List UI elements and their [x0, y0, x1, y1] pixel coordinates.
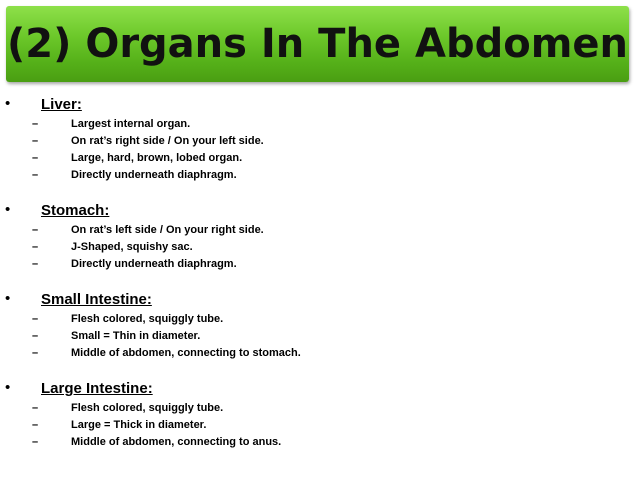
list-item — [0, 222, 638, 239]
section-stomach — [0, 200, 638, 273]
section-liver — [0, 94, 638, 184]
bullet-icon: • — [5, 379, 11, 396]
list-item — [0, 434, 638, 451]
list-item-text: Large, hard, brown, lobed organ. — [71, 152, 243, 164]
list-item — [0, 417, 638, 434]
bullet-icon: • — [5, 290, 11, 307]
section-heading: Stomach: — [41, 202, 110, 219]
list-item — [0, 311, 638, 328]
dash-icon: – — [32, 330, 39, 342]
dash-icon: – — [32, 118, 39, 130]
organ-list — [0, 94, 638, 451]
bullet-icon: • — [5, 201, 11, 218]
list-item — [0, 150, 638, 167]
list-item-text: Directly underneath diaphragm. — [71, 169, 237, 181]
list-item-text: J-Shaped, squishy sac. — [71, 241, 193, 253]
page-title: (2) Organs In The Abdomen — [7, 21, 628, 67]
section-small-intestine — [0, 289, 638, 362]
list-item — [0, 400, 638, 417]
list-item — [0, 328, 638, 345]
list-item-text: Flesh colored, squiggly tube. — [71, 402, 224, 414]
section-heading: Small Intestine: — [41, 291, 152, 308]
bullet-row — [0, 200, 638, 222]
bullet-row — [0, 289, 638, 311]
dash-icon: – — [32, 152, 39, 164]
dash-icon: – — [32, 241, 39, 253]
list-item-text: On rat’s right side / On your left side. — [71, 135, 264, 147]
list-item — [0, 256, 638, 273]
dash-icon: – — [32, 347, 39, 359]
section-spacer — [0, 273, 638, 289]
list-item — [0, 167, 638, 184]
list-item-text: Middle of abdomen, connecting to anus. — [71, 436, 282, 448]
dash-icon: – — [32, 169, 39, 181]
list-item-text: Flesh colored, squiggly tube. — [71, 313, 224, 325]
dash-icon: – — [32, 436, 39, 448]
list-item — [0, 116, 638, 133]
section-heading: Liver: — [41, 96, 82, 113]
list-item-text: Directly underneath diaphragm. — [71, 258, 237, 270]
list-item-text: Middle of abdomen, connecting to stomach. — [71, 347, 301, 359]
list-item — [0, 345, 638, 362]
list-item — [0, 239, 638, 256]
bullet-row — [0, 94, 638, 116]
list-item-text: Small = Thin in diameter. — [71, 330, 201, 342]
list-item-text: Large = Thick in diameter. — [71, 419, 207, 431]
section-spacer — [0, 184, 638, 200]
section-heading: Large Intestine: — [41, 380, 153, 397]
dash-icon: – — [32, 313, 39, 325]
list-item-text: Largest internal organ. — [71, 118, 191, 130]
dash-icon: – — [32, 135, 39, 147]
dash-icon: – — [32, 402, 39, 414]
dash-icon: – — [32, 224, 39, 236]
bullet-icon: • — [5, 95, 11, 112]
title-banner — [6, 6, 629, 82]
list-item — [0, 133, 638, 150]
bullet-row — [0, 378, 638, 400]
dash-icon: – — [32, 419, 39, 431]
dash-icon: – — [32, 258, 39, 270]
section-spacer — [0, 362, 638, 378]
section-large-intestine — [0, 378, 638, 451]
list-item-text: On rat’s left side / On your right side. — [71, 224, 264, 236]
